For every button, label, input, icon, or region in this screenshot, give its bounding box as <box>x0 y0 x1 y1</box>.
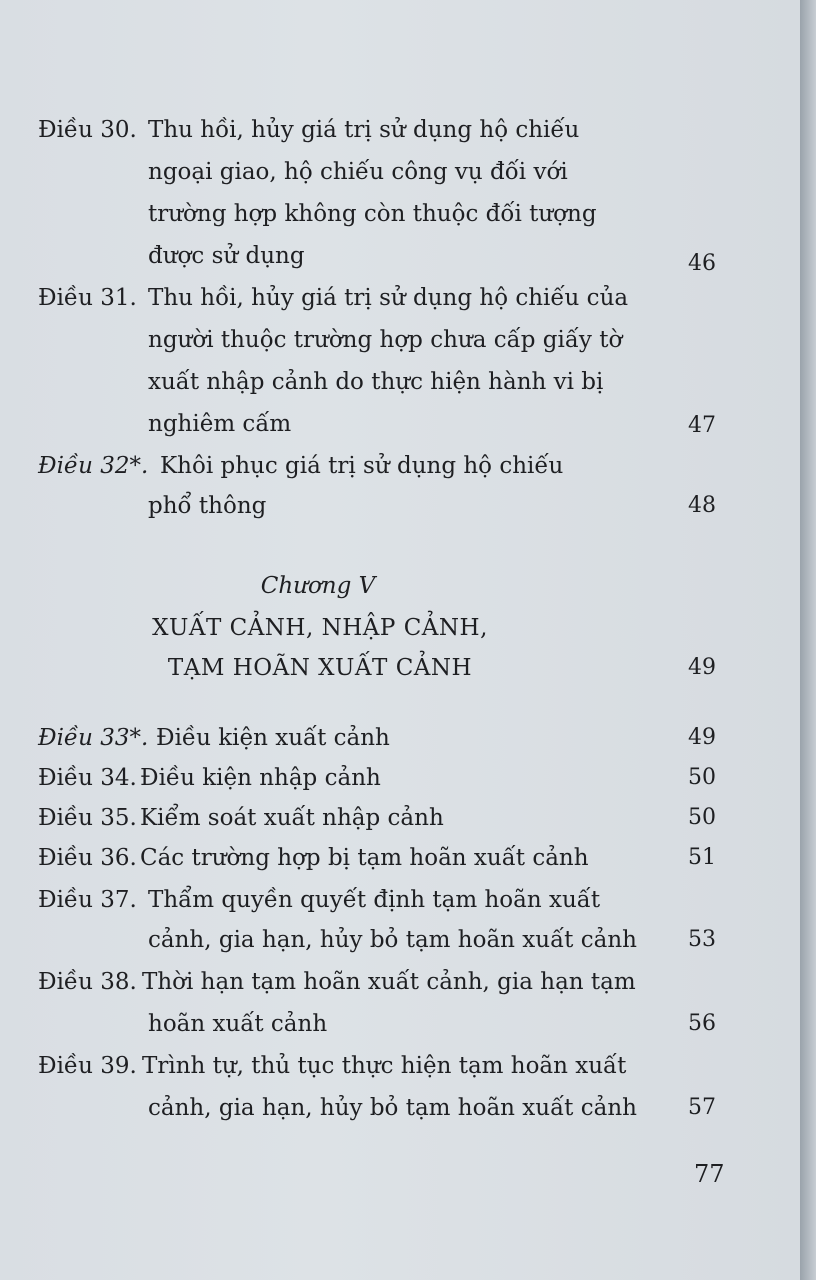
entry-prefix: Điều 31. <box>38 285 137 311</box>
entry-page-number: 50 <box>688 805 716 830</box>
entry-line: được sử dụng <box>148 243 305 269</box>
chapter-title-line-1: XUẤT CẢNH, NHẬP CẢNH, <box>152 615 488 641</box>
entry-line: Thẩm quyền quyết định tạm hoãn xuất <box>148 887 601 913</box>
entry-line: trường hợp không còn thuộc đối tượng <box>148 201 597 227</box>
entry-line: Các trường hợp bị tạm hoãn xuất cảnh <box>140 845 589 871</box>
entry-line: hoãn xuất cảnh <box>148 1011 328 1037</box>
entry-prefix: Điều 35. <box>38 805 137 831</box>
entry-page-number: 46 <box>688 251 716 276</box>
entry-line: cảnh, gia hạn, hủy bỏ tạm hoãn xuất cảnh <box>148 927 637 953</box>
entry-prefix: Điều 36. <box>38 845 137 871</box>
chapter-label: Chương V <box>260 573 376 599</box>
entry-line: ngoại giao, hộ chiếu công vụ đối với <box>148 159 568 185</box>
entry-line: Thời hạn tạm hoãn xuất cảnh, gia hạn tạm <box>142 969 636 995</box>
entry-page-number: 47 <box>688 413 716 438</box>
page-number: 77 <box>694 1160 725 1188</box>
entry-page-number: 49 <box>688 725 716 750</box>
entry-prefix: Điều 34. <box>38 765 137 791</box>
entry-prefix: Điều 33*. <box>38 725 149 751</box>
entry-prefix: Điều 39. <box>38 1053 137 1079</box>
entry-line: xuất nhập cảnh do thực hiện hành vi bị <box>148 369 604 395</box>
entry-line: Thu hồi, hủy giá trị sử dụng hộ chiếu <box>148 117 580 143</box>
page-edge <box>800 0 816 1280</box>
entry-page-number: 50 <box>688 765 716 790</box>
entry-line: nghiêm cấm <box>148 411 292 437</box>
entry-line: Điều kiện nhập cảnh <box>140 765 381 791</box>
entry-page-number: 57 <box>688 1095 716 1120</box>
entry-line: Điều kiện xuất cảnh <box>156 725 390 751</box>
entry-line: cảnh, gia hạn, hủy bỏ tạm hoãn xuất cảnh <box>148 1095 637 1121</box>
entry-prefix: Điều 38. <box>38 969 137 995</box>
entry-line: người thuộc trường hợp chưa cấp giấy tờ <box>148 327 623 353</box>
entry-line: Trình tự, thủ tục thực hiện tạm hoãn xuất <box>142 1053 627 1079</box>
entry-page-number: 56 <box>688 1011 716 1036</box>
chapter-title-line-2: TẠM HOÃN XUẤT CẢNH <box>167 655 473 681</box>
entry-line: Khôi phục giá trị sử dụng hộ chiếu <box>160 453 564 479</box>
entry-line: Kiểm soát xuất nhập cảnh <box>140 805 444 831</box>
entry-page-number: 51 <box>688 845 716 870</box>
entry-prefix: Điều 37. <box>38 887 137 913</box>
entry-line: Thu hồi, hủy giá trị sử dụng hộ chiếu của <box>148 285 629 311</box>
entry-page-number: 53 <box>688 927 716 952</box>
chapter-page-number: 49 <box>688 655 716 680</box>
entry-page-number: 48 <box>688 493 716 518</box>
entry-prefix: Điều 32*. <box>38 453 149 479</box>
entry-prefix: Điều 30. <box>38 117 137 143</box>
entry-line: phổ thông <box>148 493 267 519</box>
